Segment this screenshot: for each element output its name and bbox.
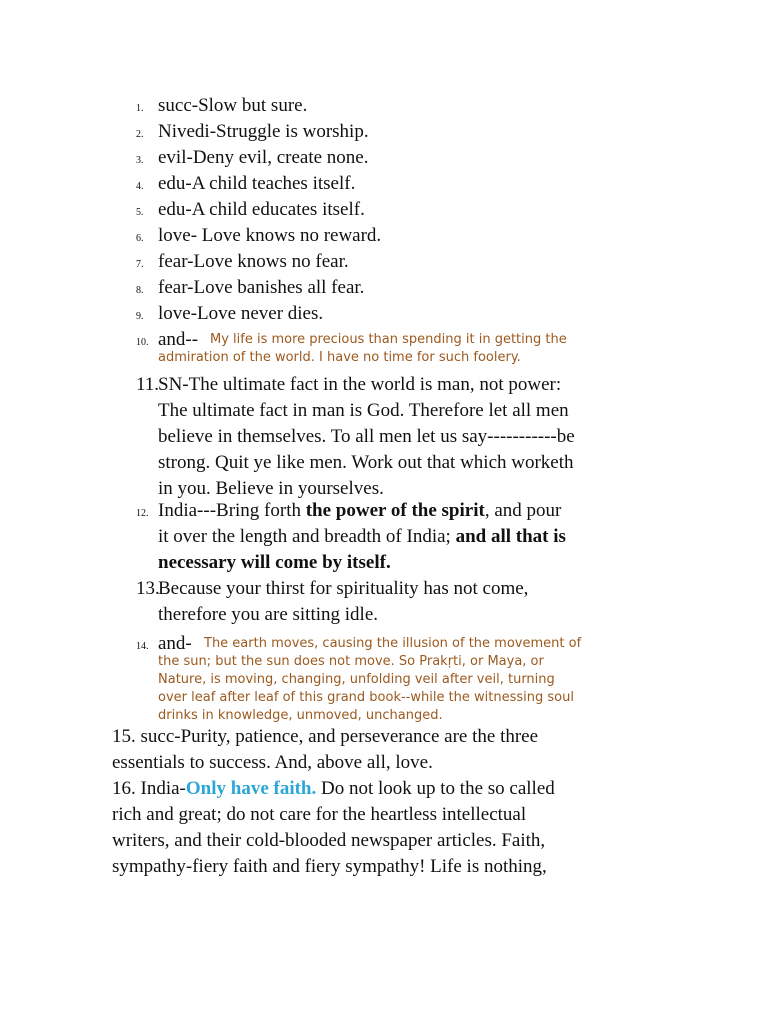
list-item: fear-Love banishes all fear. xyxy=(158,277,365,298)
item-number: 3. xyxy=(136,155,144,166)
quote-line: the sun; but the sun does not move. So Prakṛti, or Maya, or xyxy=(158,654,544,669)
item-number: 7. xyxy=(136,259,144,270)
item-number: 8. xyxy=(136,285,144,296)
item-13-line: therefore you are sitting idle. xyxy=(158,604,379,625)
item-number: 12. xyxy=(136,508,149,519)
text: 16. India- xyxy=(112,778,186,799)
bold-text: necessary will come by itself. xyxy=(158,552,391,573)
list-item: Nivedi-Struggle is worship. xyxy=(158,121,369,142)
item-16-line: sympathy-fiery faith and fiery sympathy! Life is nothing, xyxy=(112,856,547,877)
item-number: 1. xyxy=(136,103,144,114)
list-item: love-Love never dies. xyxy=(158,303,324,324)
item-11-line: SN-The ultimate fact in the world is man, not power: xyxy=(158,374,562,395)
item-11-line: in you. Believe in yourselves. xyxy=(158,478,384,499)
list-item: love- Love knows no reward. xyxy=(158,225,382,246)
item-15-line: 15. succ-Purity, patience, and perseverance are the three xyxy=(112,726,539,747)
item-12-line xyxy=(158,524,566,550)
item-11-line: strong. Quit ye like men. Work out that which worketh xyxy=(158,452,574,473)
quote-line: My life is more precious than spending it in getting the xyxy=(210,332,567,347)
text: Do not look up to the so called xyxy=(316,778,555,799)
item-11-line: believe in themselves. To all men let us say-----------be xyxy=(158,426,575,447)
item-12-line xyxy=(158,498,561,524)
list-item: edu-A child educates itself. xyxy=(158,199,365,220)
item-number: 10. xyxy=(136,337,149,348)
item-13-line: Because your thirst for spirituality has not come, xyxy=(158,578,529,599)
quote-line: admiration of the world. I have no time for such foolery. xyxy=(158,350,521,365)
item-number: 4. xyxy=(136,181,144,192)
list-item: succ-Slow but sure. xyxy=(158,95,308,116)
text: it over the length and breadth of India; xyxy=(158,526,456,547)
quote-line: The earth moves, causing the illusion of the movement of xyxy=(204,636,582,651)
bold-text: and all that is xyxy=(455,526,566,547)
item-number: 6. xyxy=(136,233,144,244)
quote-line: over leaf after leaf of this grand book--while the witnessing soul xyxy=(158,690,574,705)
bold-text: the power of the spirit xyxy=(305,500,485,521)
item-16-line: writers, and their cold-blooded newspaper articles. Faith, xyxy=(112,830,546,851)
item-prefix: and- xyxy=(158,633,192,654)
quote-line: drinks in knowledge, unmoved, unchanged. xyxy=(158,708,443,723)
list-item: edu-A child teaches itself. xyxy=(158,173,356,194)
item-number: 14. xyxy=(136,641,149,652)
list-item: evil-Deny evil, create none. xyxy=(158,147,369,168)
item-11-line: The ultimate fact in man is God. Therefore let all men xyxy=(158,400,569,421)
item-number: 13. xyxy=(136,578,160,599)
item-number: 5. xyxy=(136,207,144,218)
text: India---Bring forth xyxy=(158,500,306,521)
item-prefix: and-- xyxy=(158,329,199,350)
highlight-text: Only have faith. xyxy=(185,778,317,799)
list-item: fear-Love knows no fear. xyxy=(158,251,349,272)
quote-line: Nature, is moving, changing, unfolding veil after veil, turning xyxy=(158,672,555,687)
item-16-line: rich and great; do not care for the heartless intellectual xyxy=(112,804,527,825)
text: , and pour xyxy=(484,500,562,521)
item-number: 2. xyxy=(136,129,144,140)
item-number: 11. xyxy=(136,374,160,395)
item-16-line xyxy=(112,776,555,802)
item-15-line: essentials to success. And, above all, love. xyxy=(112,752,433,773)
item-number: 9. xyxy=(136,311,144,322)
